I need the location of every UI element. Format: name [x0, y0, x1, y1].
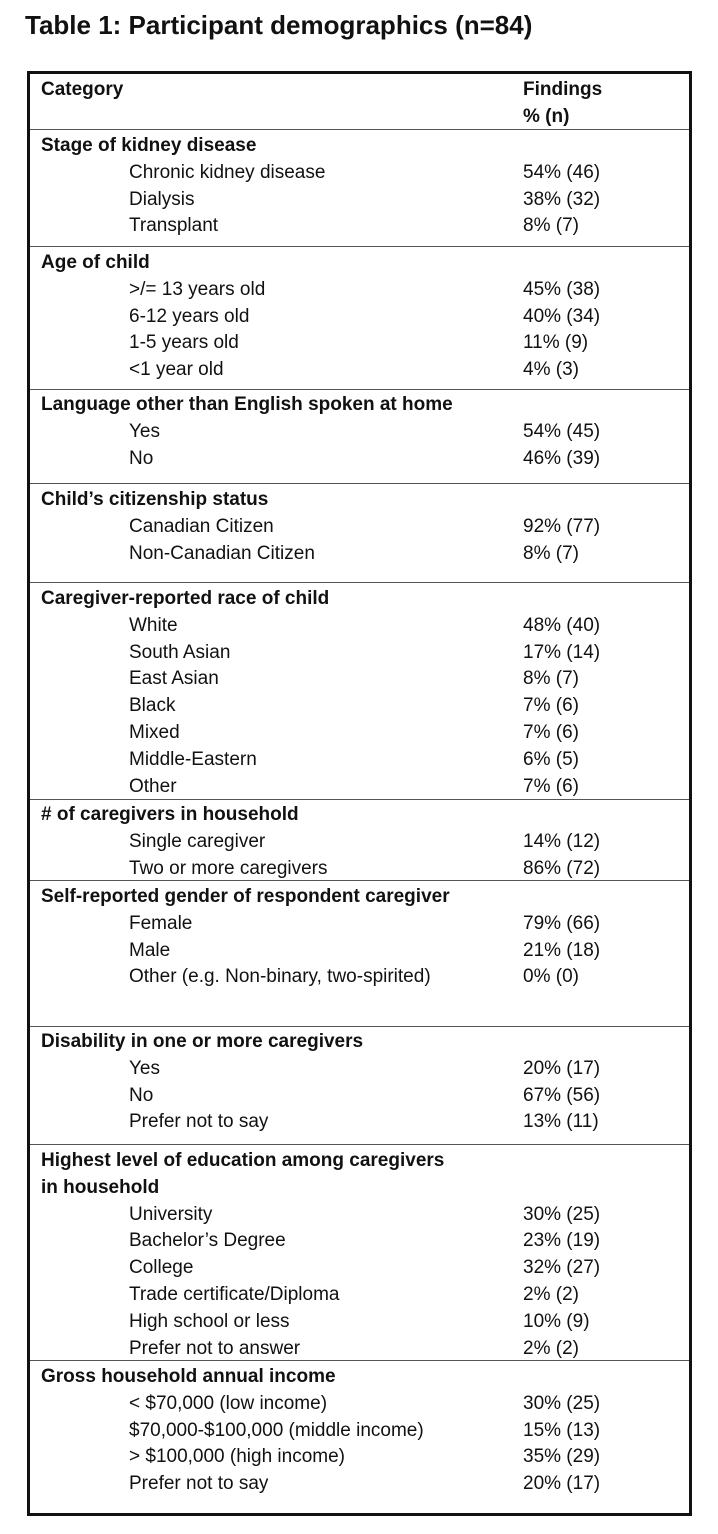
row-label: South Asian — [129, 641, 231, 663]
section-divider — [30, 1026, 689, 1027]
row-value: 40% (34) — [523, 305, 601, 327]
table-row — [30, 418, 689, 445]
section-heading: # of caregivers in household — [41, 804, 299, 825]
row-value: 20% (17) — [523, 1473, 601, 1495]
row-label: Other (e.g. Non-binary, two-spirited) — [129, 966, 431, 988]
row-label: Yes — [129, 420, 160, 442]
table-row — [30, 1082, 689, 1109]
row-value: 45% (38) — [523, 278, 601, 300]
table-row — [30, 445, 689, 472]
table-row — [30, 186, 689, 213]
row-label: Bachelor’s Degree — [129, 1230, 286, 1252]
section-heading-row — [30, 486, 689, 513]
table-row — [30, 1227, 689, 1254]
row-value: 7% (6) — [523, 775, 579, 797]
table-row — [30, 910, 689, 937]
section-heading: Disability in one or more caregivers — [41, 1031, 364, 1052]
row-value: 23% (19) — [523, 1230, 601, 1252]
findings-subheader: % (n) — [523, 106, 570, 127]
table-row — [30, 1201, 689, 1228]
section-divider — [30, 582, 689, 583]
row-value: 46% (39) — [523, 447, 601, 469]
section-divider — [30, 246, 689, 247]
row-value: 10% (9) — [523, 1310, 590, 1332]
row-value: 30% (25) — [523, 1392, 601, 1414]
row-value: 0% (0) — [523, 966, 579, 988]
table-row — [30, 963, 689, 990]
row-label: Middle-Eastern — [129, 748, 257, 770]
row-value: 14% (12) — [523, 830, 601, 852]
row-label: Single caregiver — [129, 830, 266, 852]
row-value: 7% (6) — [523, 722, 579, 743]
row-label: Transplant — [129, 215, 219, 237]
section-heading-row — [30, 1028, 689, 1055]
row-value: 48% (40) — [523, 614, 601, 636]
table-row — [30, 159, 689, 186]
section-divider — [30, 483, 689, 484]
row-value: 38% (32) — [523, 188, 601, 210]
table-row — [30, 665, 689, 692]
section-heading-row — [30, 391, 689, 418]
table-row — [30, 1281, 689, 1308]
row-value: 20% (17) — [523, 1057, 601, 1079]
section-heading: Gross household annual income — [41, 1366, 336, 1387]
table-title: Table 1: Participant demographics (n=84) — [25, 10, 533, 40]
table-row — [30, 1108, 689, 1135]
row-value: 4% (3) — [523, 359, 579, 381]
table-row — [30, 612, 689, 639]
table-row — [30, 1055, 689, 1082]
section-divider — [30, 1144, 689, 1145]
row-value: 8% (7) — [523, 215, 579, 237]
row-value: 21% (18) — [523, 939, 601, 961]
section-heading: Caregiver-reported race of child — [41, 588, 330, 609]
table-row — [30, 276, 689, 303]
row-label: < $70,000 (low income) — [129, 1392, 328, 1414]
row-value: 86% (72) — [523, 857, 601, 879]
row-label: No — [129, 1084, 154, 1106]
row-value: 13% (11) — [523, 1111, 599, 1133]
row-label: Two or more caregivers — [129, 857, 328, 879]
section-divider — [30, 389, 689, 390]
section-heading-row — [30, 585, 689, 612]
section-heading: in household — [41, 1176, 160, 1198]
row-value: 2% (2) — [523, 1284, 579, 1305]
row-label: Prefer not to answer — [129, 1337, 301, 1359]
row-value: 35% (29) — [523, 1446, 601, 1468]
row-label: <1 year old — [129, 359, 224, 381]
row-label: Other — [129, 775, 177, 797]
table-row — [30, 540, 689, 567]
row-value: 7% (6) — [523, 695, 579, 717]
header-row-2 — [30, 103, 689, 130]
table-row — [30, 719, 689, 746]
row-value: 32% (27) — [523, 1257, 601, 1279]
table-row — [30, 513, 689, 540]
table-row — [30, 303, 689, 330]
findings-header: Findings — [523, 79, 603, 100]
section-heading: Age of child — [41, 252, 150, 273]
section-divider — [30, 880, 689, 881]
table-row — [30, 1470, 689, 1497]
row-value: 2% (2) — [523, 1337, 579, 1359]
row-value: 30% (25) — [523, 1203, 601, 1225]
row-label: High school or less — [129, 1310, 290, 1332]
section-heading: Child’s citizenship status — [41, 489, 269, 510]
table-row — [30, 692, 689, 719]
table-row — [30, 773, 689, 800]
table-row — [30, 356, 689, 383]
table-row — [30, 1335, 689, 1362]
table-row — [30, 855, 689, 882]
row-label: Mixed — [129, 722, 180, 743]
section-heading-row — [30, 883, 689, 910]
table-row — [30, 329, 689, 356]
row-label: Chronic kidney disease — [129, 161, 326, 183]
demographics-table — [27, 71, 692, 1516]
section-heading-row — [30, 1174, 689, 1201]
table-row — [30, 1308, 689, 1335]
row-label: No — [129, 447, 154, 469]
section-divider — [30, 1360, 689, 1361]
row-value: 79% (66) — [523, 912, 601, 934]
row-label: Canadian Citizen — [129, 515, 274, 537]
row-value: 8% (7) — [523, 668, 579, 690]
row-label: Male — [129, 939, 171, 961]
table-row — [30, 1443, 689, 1470]
row-label: 1-5 years old — [129, 332, 239, 354]
section-heading-row — [30, 1147, 689, 1174]
row-label: >/= 13 years old — [129, 278, 266, 300]
row-label: College — [129, 1257, 194, 1279]
row-label: White — [129, 614, 178, 636]
section-heading-row — [30, 249, 689, 276]
section-heading: Highest level of education among caregivers — [41, 1150, 445, 1171]
row-value: 11% (9) — [523, 332, 589, 354]
row-label: Dialysis — [129, 188, 195, 210]
row-label: > $100,000 (high income) — [129, 1446, 346, 1468]
section-heading-row — [30, 132, 689, 159]
row-label: East Asian — [129, 668, 219, 690]
table-row — [30, 639, 689, 666]
section-divider — [30, 129, 689, 130]
table-row — [30, 746, 689, 773]
row-label: Prefer not to say — [129, 1473, 269, 1495]
row-value: 54% (46) — [523, 161, 601, 183]
row-label: Prefer not to say — [129, 1111, 269, 1133]
section-heading: Language other than English spoken at home — [41, 394, 453, 415]
row-label: $70,000-$100,000 (middle income) — [129, 1419, 424, 1441]
table-row — [30, 828, 689, 855]
table-row — [30, 212, 689, 239]
row-label: Yes — [129, 1057, 160, 1079]
category-header: Category — [41, 79, 124, 100]
section-heading: Stage of kidney disease — [41, 135, 257, 156]
section-heading: Self-reported gender of respondent caregiver — [41, 886, 450, 907]
section-heading-row — [30, 1363, 689, 1390]
row-value: 67% (56) — [523, 1084, 601, 1106]
table-row — [30, 937, 689, 964]
section-divider — [30, 799, 689, 800]
row-label: University — [129, 1203, 213, 1225]
row-label: Female — [129, 912, 193, 934]
section-heading-row — [30, 801, 689, 828]
header-row — [30, 76, 689, 103]
table-row — [30, 1390, 689, 1417]
row-label: Non-Canadian Citizen — [129, 542, 315, 564]
row-value: 92% (77) — [523, 515, 601, 537]
row-value: 6% (5) — [523, 748, 579, 770]
row-value: 17% (14) — [523, 641, 601, 663]
row-value: 15% (13) — [523, 1419, 601, 1441]
row-label: Trade certificate/Diploma — [129, 1284, 340, 1305]
row-label: 6-12 years old — [129, 305, 250, 327]
table-row — [30, 1417, 689, 1444]
row-value: 8% (7) — [523, 542, 579, 564]
row-label: Black — [129, 695, 176, 717]
table-row — [30, 1254, 689, 1281]
row-value: 54% (45) — [523, 420, 601, 442]
